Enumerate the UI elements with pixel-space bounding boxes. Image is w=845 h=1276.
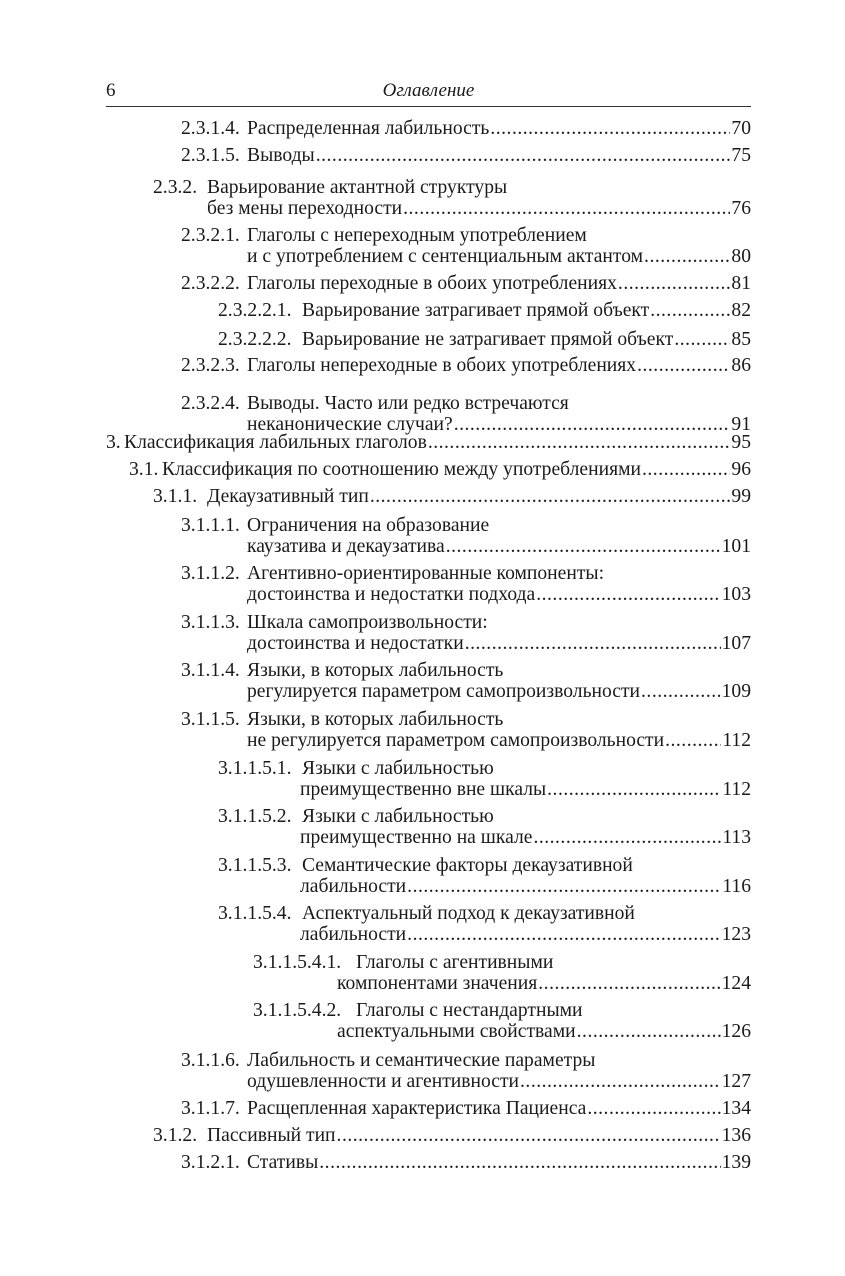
toc-dot-leader [337,1125,721,1146]
toc-entry-number: 3.1.1.5.4. [218,903,292,924]
toc-entry-title: Декаузативный тип [207,486,369,507]
toc-page-number[interactable]: 109 [721,681,751,702]
toc-page-number[interactable]: 127 [721,1071,751,1092]
toc-dot-leader [520,1071,721,1092]
toc-entry[interactable] [181,1050,751,1092]
toc-entry-title-continuation: достоинства и недостатки подхода [247,584,536,605]
toc-entry-title-line: Аспектуальный подход к декаузативной [302,903,635,924]
toc-entry-number: 3.1.1.5.2. [218,806,292,827]
toc-entry-title-line: Языки, в которых лабильность [247,709,504,730]
toc-entry-title-line: Агентивно-ориентированные компоненты: [247,563,605,584]
toc-entry[interactable] [106,432,751,453]
toc-dot-leader [407,876,721,897]
toc-entry-number: 2.3.1.5. [181,145,240,166]
toc-entry-leader-line [337,1021,751,1042]
toc-entry-number: 3.1. [129,459,159,480]
toc-entry-title-line: Языки с лабильностью [302,758,494,779]
toc-entry-leader-line [162,459,751,480]
toc-dot-leader [407,924,720,945]
toc-entry[interactable] [153,177,751,219]
toc-entry-title: Расщепленная характеристика Пациенса [247,1098,587,1119]
toc-dot-leader [641,681,721,702]
toc-entry-title-continuation: преимущественно на шкале [300,827,533,848]
toc-entry[interactable] [253,1000,751,1042]
toc-entry-leader-line [207,198,751,219]
toc-entry-title-line: Выводы. Часто или редко встречаются [247,393,569,414]
toc-dot-leader [465,633,721,654]
toc-entry-title-line: Языки с лабильностью [302,806,494,827]
toc-entry-number: 3. [106,432,121,453]
toc-entry[interactable] [218,903,751,945]
toc-entry-leader-line [300,827,751,848]
toc-page-number[interactable]: 139 [721,1152,751,1173]
toc-dot-leader [650,300,730,321]
toc-entry-leader-line [247,633,751,654]
toc-dot-leader [316,145,731,166]
toc-entry[interactable] [253,952,751,994]
toc-entry-leader-line [247,584,751,605]
toc-entry-leader-line [337,973,751,994]
toc-page-number[interactable]: 112 [722,779,751,800]
toc-entry[interactable] [181,355,751,376]
toc-entry-number: 2.3.2.1. [181,225,240,246]
toc-entry-title-continuation: не регулируется параметром самопроизвольности [247,730,665,751]
toc-entry-title: Классификация лабильных глаголов [124,432,427,453]
toc-entry[interactable] [181,393,751,435]
toc-entry-leader-line [247,536,751,557]
toc-entry[interactable] [181,709,751,751]
toc-entry-number: 2.3.2. [153,177,198,198]
page-number: 6 [106,80,116,101]
toc-page-number[interactable]: 75 [731,145,751,166]
toc-entry-number: 3.1.1.5.4.1. [253,952,342,973]
toc-dot-leader [403,198,730,219]
toc-dot-leader [587,1098,720,1119]
toc-entry-title-line: Глаголы с нестандартными [356,1000,583,1021]
toc-page-number[interactable]: 101 [721,536,751,557]
toc-page-number[interactable]: 96 [731,459,751,480]
toc-dot-leader [618,273,730,294]
toc-dot-leader [370,486,731,507]
toc-entry-number: 3.1.1.7. [181,1098,240,1119]
toc-page-number[interactable]: 134 [721,1098,751,1119]
toc-entry[interactable] [181,515,751,557]
toc-entry[interactable] [218,300,751,321]
toc-entry-title-continuation: преимущественно вне шкалы [300,779,547,800]
running-title: Оглавление [382,80,475,101]
toc-entry-number: 3.1.1.4. [181,660,240,681]
toc-entry-leader-line [247,273,751,294]
toc-entry[interactable] [153,486,751,507]
toc-entry-title-line: Лабильность и семантические параметры [247,1050,596,1071]
toc-entry-number: 2.3.2.2. [181,273,240,294]
toc-entry[interactable] [181,225,751,267]
toc-entry-title-line: Шкала самопроизвольности: [247,612,488,633]
toc-page-number[interactable]: 82 [731,300,751,321]
toc-dot-leader [446,536,721,557]
toc-entry-title-continuation: лабильности [300,876,407,897]
toc-dot-leader [642,459,730,480]
toc-entry-title: Глаголы непереходные в обоих употреблениях [247,355,637,376]
toc-entry-title-line: Варьирование актантной структуры [207,177,508,198]
toc-entry-number: 3.1.1. [153,486,198,507]
toc-entry-title-continuation: одушевленности и агентивности [247,1071,520,1092]
toc-entry-number: 3.1.1.6. [181,1050,240,1071]
toc-entry-title-continuation: лабильности [300,924,407,945]
toc-entry-leader-line [207,486,751,507]
toc-entry-leader-line [247,246,751,267]
toc-page-number[interactable]: 112 [722,730,751,751]
toc-entry-number: 3.1.1.1. [181,515,240,536]
toc-dot-leader [547,779,721,800]
toc-entry-number: 3.1.1.2. [181,563,240,584]
toc-entry-leader-line [247,1098,751,1119]
toc-entry[interactable] [218,855,751,897]
toc-entry-title: Глаголы переходные в обоих употреблениях [247,273,617,294]
toc-entry[interactable] [218,758,751,800]
toc-entry-number: 3.1.2.1. [181,1152,240,1173]
toc-entry-number: 2.3.2.3. [181,355,240,376]
toc-entry-title: Выводы [247,145,315,166]
toc-page-number[interactable]: 103 [721,584,751,605]
toc-page-number[interactable]: 70 [731,118,751,139]
toc-entry-number: 2.3.2.4. [181,393,240,414]
toc-entry-leader-line [247,730,751,751]
toc-entry-number: 2.3.2.2.1. [218,300,292,321]
page-header [106,78,751,107]
toc-entry-leader-line [247,118,751,139]
toc-entry-number: 3.1.1.5.4.2. [253,1000,342,1021]
toc-entry-title: Варьирование не затрагивает прямой объект [302,329,674,350]
toc-entry-title: Стативы [247,1152,319,1173]
toc-entry-title-continuation: компонентами значения [337,973,538,994]
toc-dot-leader [490,118,730,139]
toc-entry-number: 3.1.1.5.3. [218,855,292,876]
toc-entry-leader-line [247,1071,751,1092]
toc-entry[interactable] [181,563,751,605]
toc-entry-number: 3.1.1.3. [181,612,240,633]
toc-page-number[interactable]: 107 [721,633,751,654]
toc-entry[interactable] [181,660,751,702]
toc-entry-leader-line [247,145,751,166]
toc-entry-number: 3.1.1.5. [181,709,240,730]
toc-entry-number: 3.1.2. [153,1125,198,1146]
toc-entry-title-line: Языки, в которых лабильность [247,660,504,681]
toc-entry-title: Распределенная лабильность [247,118,490,139]
toc-entry-leader-line [247,1152,751,1173]
toc-entry[interactable] [181,118,751,139]
toc-page-number[interactable]: 116 [722,876,751,897]
toc-page-number[interactable]: 76 [731,198,751,219]
toc-entry-title-continuation: регулируется параметром самопроизвольности [247,681,641,702]
toc-page-number[interactable]: 113 [722,827,751,848]
toc-entry[interactable] [181,145,751,166]
toc-entry-number: 2.3.2.2.2. [218,329,292,350]
toc-page-number[interactable]: 136 [721,1125,751,1146]
toc-entry-title-line: Глаголы с непереходным употреблением [247,225,587,246]
toc-entry[interactable] [181,612,751,654]
toc-entry-leader-line [302,329,751,350]
toc-entry-number: 2.3.1.4. [181,118,240,139]
toc-dot-leader [674,329,730,350]
toc-entry-leader-line [300,876,751,897]
toc-dot-leader [538,973,720,994]
toc-entry-title-line: Глаголы с агентивными [356,952,554,973]
toc-entry[interactable] [181,273,751,294]
toc-dot-leader [319,1152,720,1173]
toc-entry[interactable] [181,1098,751,1119]
toc-entry-leader-line [300,779,751,800]
toc-entry-title-line: Ограничения на образование [247,515,490,536]
toc-dot-leader [665,730,721,751]
toc-entry-leader-line [302,300,751,321]
toc-entry-leader-line [300,924,751,945]
toc-entry-leader-line [124,432,751,453]
toc-page-number[interactable]: 91 [731,414,751,435]
toc-dot-leader [536,584,720,605]
toc-page-number[interactable]: 99 [731,486,751,507]
toc-page-number[interactable]: 85 [731,329,751,350]
toc-page-number[interactable]: 86 [731,355,751,376]
toc-page-number[interactable]: 80 [731,246,751,267]
toc-page-number[interactable]: 123 [721,924,751,945]
toc-entry-title-continuation: достоинства и недостатки [247,633,464,654]
toc-entry-number: 3.1.1.5.1. [218,758,292,779]
toc-dot-leader [577,1021,721,1042]
toc-dot-leader [637,355,730,376]
toc-entry-title-continuation: без мены переходности [207,198,403,219]
toc-page-number[interactable]: 95 [731,432,751,453]
toc-entry[interactable] [218,806,751,848]
toc-entry-title: Классификация по соотношению между употреблениями [162,459,641,480]
toc-entry-title-line: Семантические факторы декаузативной [302,855,633,876]
toc-entry[interactable] [153,1125,751,1146]
toc-entry-title: Варьирование затрагивает прямой объект [302,300,650,321]
toc-entry-title-continuation: неканонические случаи? [247,414,453,435]
toc-entry-leader-line [207,1125,751,1146]
toc-dot-leader [644,246,730,267]
toc-entry-leader-line [247,681,751,702]
toc-page-number[interactable]: 81 [731,273,751,294]
toc-page-number[interactable]: 126 [721,1021,751,1042]
toc-dot-leader [428,432,731,453]
toc-entry[interactable] [129,459,751,480]
toc-dot-leader [533,827,721,848]
toc-entry-leader-line [247,355,751,376]
toc-page-number[interactable]: 124 [721,973,751,994]
toc-entry-title: Пассивный тип [207,1125,336,1146]
toc-entry-title-continuation: каузатива и декаузатива [247,536,445,557]
toc-entry[interactable] [218,329,751,350]
toc-entry-title-continuation: аспектуальными свойствами [337,1021,576,1042]
toc-entry[interactable] [181,1152,751,1173]
toc-entry-title-continuation: и с употреблением с сентенциальным актантом [247,246,644,267]
